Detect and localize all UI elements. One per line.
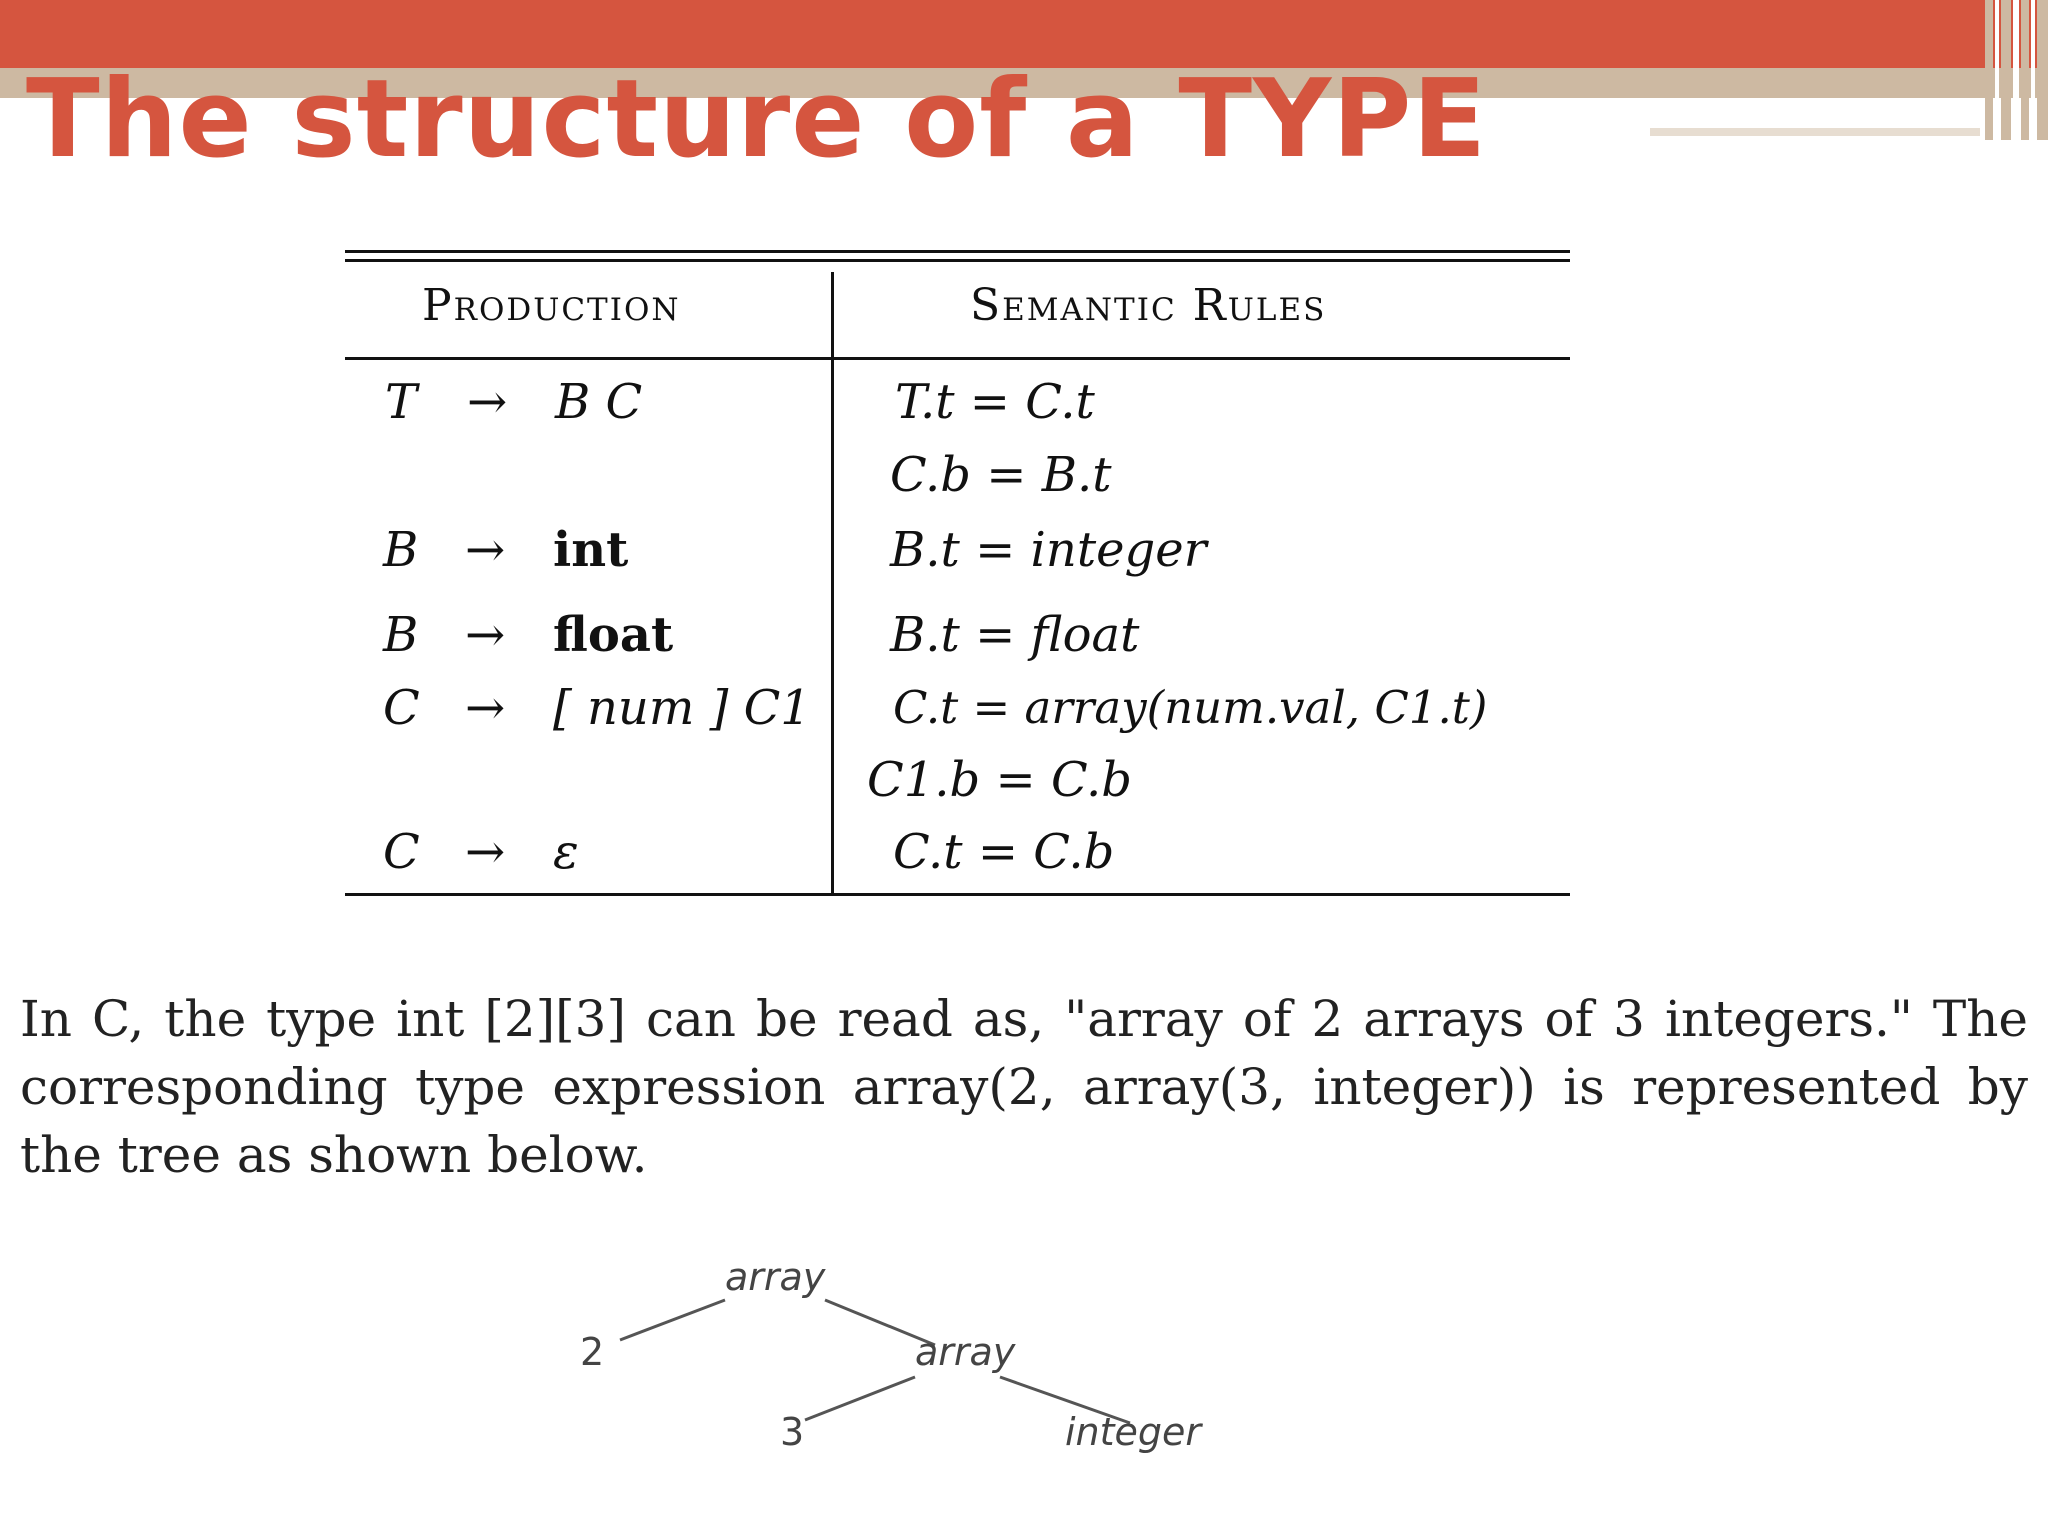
production-arrow: → <box>465 522 506 578</box>
header-production: Production <box>422 280 681 331</box>
slide-title: The structure of a TYPE <box>26 57 1488 182</box>
semantic-rule: B.t = float <box>890 607 1140 663</box>
production-rhs: ε <box>553 824 579 880</box>
semantic-rule: T.t = C.t <box>895 374 1095 430</box>
semantic-rule: C1.b = C.b <box>867 752 1132 808</box>
semantic-rule: C.t = array(num.val, C1.t) <box>893 681 1488 734</box>
semantic-rule: C.b = B.t <box>890 447 1112 503</box>
production-row <box>383 822 579 882</box>
header-corner-stripes <box>1985 0 2048 140</box>
table-column-divider <box>831 272 834 894</box>
semantic-rule: C.t = C.b <box>893 824 1115 880</box>
production-lhs: C <box>383 824 420 880</box>
production-lhs: C <box>383 680 420 736</box>
table-top-rule <box>345 250 1570 253</box>
semantic-rule: B.t = integer <box>890 522 1207 578</box>
production-rhs: int <box>553 522 629 578</box>
table-top-rule-double <box>345 259 1570 262</box>
table-bottom-rule <box>345 893 1570 896</box>
tree-leaf: 3 <box>780 1410 805 1454</box>
tree-node-root: array <box>725 1255 826 1299</box>
explanation-paragraph: In C, the type int [2][3] can be read as, "array of 2 arrays of 3 integers." The corresponding type expression array(2, array(3, integer)) is represented by the tree as shown below. <box>20 990 2028 1184</box>
production-lhs: B <box>383 522 419 578</box>
header-accent-line-secondary <box>1650 128 1980 136</box>
type-expression-tree <box>560 1245 1320 1475</box>
tree-leaf: integer <box>1065 1410 1202 1454</box>
production-row <box>383 605 673 665</box>
production-row <box>385 372 642 432</box>
production-arrow: → <box>465 680 506 736</box>
production-lhs: T <box>385 374 418 430</box>
production-row <box>383 678 811 738</box>
tree-node-inner: array <box>915 1330 1016 1374</box>
production-rhs: B C <box>555 374 643 430</box>
production-lhs: B <box>383 607 419 663</box>
production-row <box>383 520 628 580</box>
tree-leaf: 2 <box>580 1330 605 1374</box>
tree-edge <box>805 1377 915 1420</box>
production-arrow: → <box>465 824 506 880</box>
production-arrow: → <box>467 374 508 430</box>
table-header-rule <box>345 357 1570 360</box>
production-rhs: [ num ] C1 <box>553 680 811 736</box>
production-arrow: → <box>465 607 506 663</box>
syntax-directed-definition-table <box>345 250 1570 900</box>
header-semantic-rules: Semantic Rules <box>970 280 1327 331</box>
production-rhs: float <box>553 607 674 663</box>
tree-edge <box>620 1300 725 1340</box>
